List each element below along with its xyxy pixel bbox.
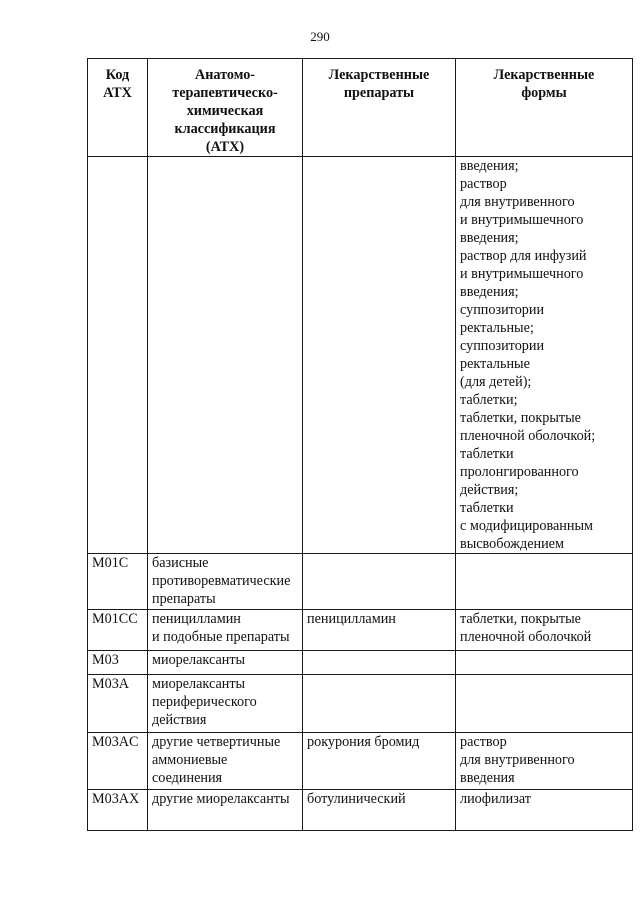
cell-code <box>88 157 148 554</box>
header-forms: Лекарственные формы <box>456 59 633 157</box>
table-row <box>88 554 633 610</box>
cell-drug: ботулинический <box>303 790 456 831</box>
cell-form: лиофилизат <box>456 790 633 831</box>
cell-drug <box>303 554 456 610</box>
page-number: 290 <box>310 29 330 44</box>
cell-drug <box>303 157 456 554</box>
cell-form: таблетки, покрытые пленочной оболочкой <box>456 610 633 651</box>
header-code: Код АТХ <box>88 59 148 157</box>
cell-code: M03 <box>88 651 148 675</box>
cell-form <box>456 675 633 733</box>
cell-classification: базисные противоревматические препараты <box>148 554 303 610</box>
table-row <box>88 651 633 675</box>
cell-drug: пеницилламин <box>303 610 456 651</box>
table-row <box>88 157 633 554</box>
atx-drug-table <box>87 58 633 831</box>
cell-classification: миорелаксанты периферического действия <box>148 675 303 733</box>
cell-drug <box>303 675 456 733</box>
cell-classification <box>148 157 303 554</box>
cell-code: M03A <box>88 675 148 733</box>
cell-classification: пеницилламин и подобные препараты <box>148 610 303 651</box>
cell-form <box>456 554 633 610</box>
cell-drug: рокурония бромид <box>303 733 456 790</box>
table-row <box>88 733 633 790</box>
header-drugs: Лекарственные препараты <box>303 59 456 157</box>
cell-classification: другие четвертичные аммониевые соединения <box>148 733 303 790</box>
cell-form <box>456 651 633 675</box>
cell-code: M03AX <box>88 790 148 831</box>
cell-form: введения; раствор для внутривенного и внутримышечного введения; раствор для инфузий и внутримышечного введения; суппозитории ректальные; суппозитории ректальные (для детей); таблетки; таблетки, покрытые пленочной оболочкой; таблетки пролонгированного действия; таблетки с модифицированным высвобождением <box>456 157 633 554</box>
cell-code: M01C <box>88 554 148 610</box>
table-header-row <box>88 59 633 157</box>
cell-classification: миорелаксанты <box>148 651 303 675</box>
cell-form: раствор для внутривенного введения <box>456 733 633 790</box>
cell-code: M03AC <box>88 733 148 790</box>
table-row <box>88 610 633 651</box>
table-row <box>88 790 633 831</box>
header-classification: Анатомо- терапевтическо- химическая классификация (АТХ) <box>148 59 303 157</box>
cell-classification: другие миорелаксанты <box>148 790 303 831</box>
cell-code: M01CC <box>88 610 148 651</box>
table-row <box>88 675 633 733</box>
cell-drug <box>303 651 456 675</box>
